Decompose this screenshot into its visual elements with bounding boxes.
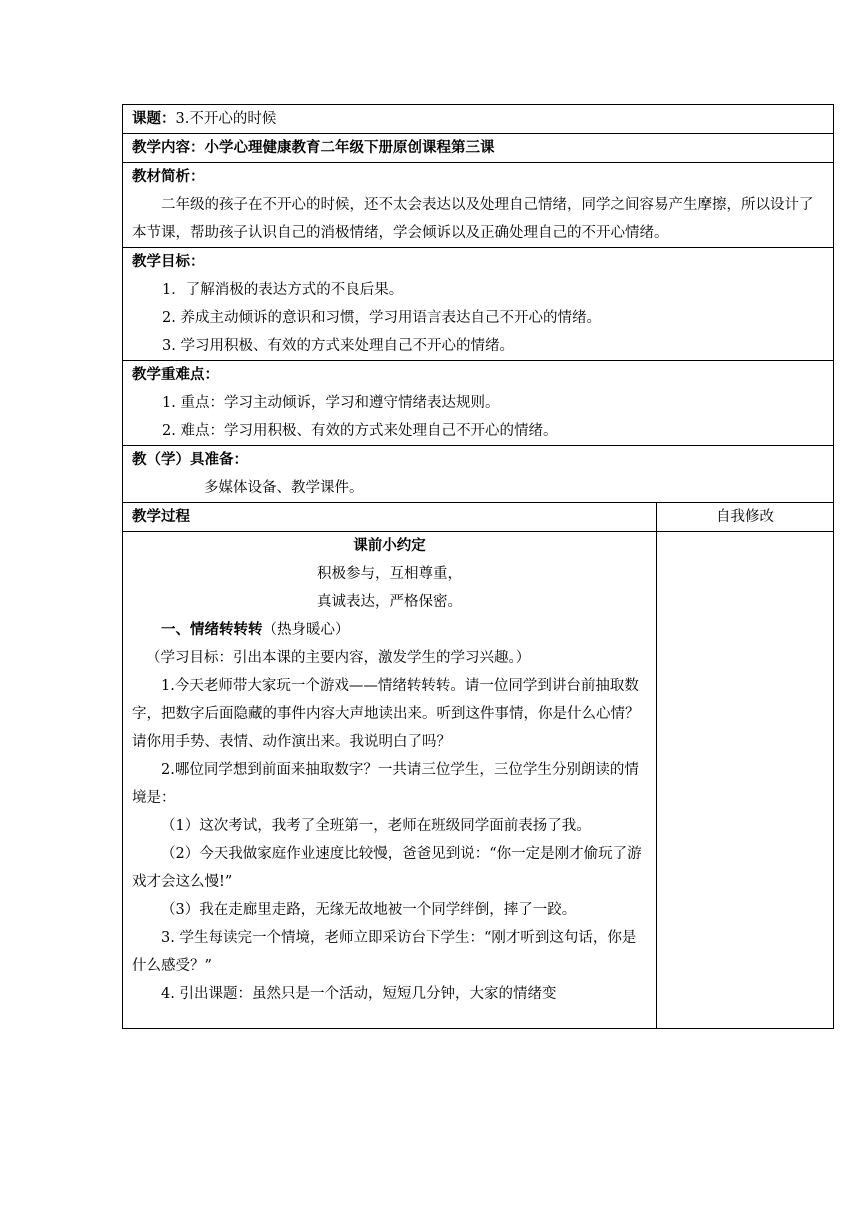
lesson-plan-sheet: [122, 104, 833, 1091]
keys-label: 教学重难点：: [132, 366, 219, 383]
goal-item: 1．了解消极的表达方式的不良后果。: [162, 282, 404, 298]
process-paragraph: 3. 学生每读完一个情境，老师立即采访台下学生：“刚才听到这句话，你是什么感受？”: [132, 930, 637, 974]
keys-row: [123, 361, 834, 446]
section-heading: [132, 616, 647, 644]
process-paragraph: （2）今天我做家庭作业速度比较慢，爸爸见到说：“你一定是刚才偷玩了游戏才会这么慢!”: [132, 846, 642, 890]
process-paragraph: （3）我在走廊里走路，无缘无故地被一个同学绊倒，摔了一跤。: [161, 902, 577, 918]
content-row: [123, 134, 834, 163]
goals-label: 教学目标：: [132, 253, 205, 270]
agreement-title: 课前小约定: [353, 537, 426, 554]
goal-line: （学习目标：引出本课的主要内容，激发学生的学习兴趣。）: [146, 650, 531, 666]
self-modify-column: [657, 532, 834, 1029]
goals-row: [123, 248, 834, 361]
key-item: 1. 重点：学习主动倾诉，学习和遵守情绪表达规则。: [162, 395, 500, 411]
title-row: [123, 105, 834, 134]
agreement-line: 积极参与，互相尊重，: [317, 566, 462, 582]
lesson-title: [123, 105, 834, 134]
section-title: 一、情绪转转转: [161, 621, 263, 638]
process-header: 教学过程: [123, 503, 657, 532]
process-paragraph: 4. 引出课题：虽然只是一个活动，短短几分钟，大家的情绪变: [161, 986, 557, 1002]
key-difficult-points: [123, 361, 834, 446]
teaching-goals: [123, 248, 834, 361]
modify-header: 自我修改: [657, 503, 834, 532]
material-text: 二年级的孩子在不开心的时候，还不太会表达以及处理自己情绪，同学之间容易产生摩擦，所以设计了本节课，帮助孩子认识自己的消极情绪，学会倾诉以及正确处理自己的不开心情绪。: [132, 197, 814, 241]
prep-text: 多媒体设备、教学课件。: [204, 480, 364, 496]
prep-row: [123, 446, 834, 503]
goal-item: 3. 学习用积极、有效的方式来处理自己不开心的情绪。: [162, 338, 514, 354]
title-text: 3.不开心的时候: [175, 111, 277, 127]
process-header-row: [123, 503, 834, 532]
teaching-aids: [123, 446, 834, 503]
material-analysis: [123, 163, 834, 248]
content-label: 教学内容：: [132, 139, 205, 156]
title-label: 课题：: [132, 110, 176, 127]
key-item: 2. 难点：学习用积极、有效的方式来处理自己不开心的情绪。: [162, 423, 558, 439]
content-text: 小学心理健康教育二年级下册原创课程第三课: [204, 139, 495, 156]
process-paragraph: 2.哪位同学想到前面来抽取数字？一共请三位学生，三位学生分别朗读的情境是：: [132, 762, 639, 806]
process-paragraph: （1）这次考试，我考了全班第一，老师在班级同学面前表扬了我。: [161, 818, 591, 834]
lesson-plan-table: [122, 104, 834, 1029]
material-row: [123, 163, 834, 248]
process-paragraph: 1.今天老师带大家玩一个游戏——情绪转转转。请一位同学到讲台前抽取数字，把数字后面隐藏的事件内容大声地读出来。听到这件事情，你是什么心情？请你用手势、表情、动作演出来。我说明白了吗？: [132, 678, 640, 750]
material-label: 教材简析：: [132, 168, 205, 185]
teaching-content: [123, 134, 834, 163]
section-subtitle: （热身暖心）: [262, 622, 350, 638]
prep-label: 教（学）具准备：: [132, 451, 248, 468]
goal-item: 2. 养成主动倾诉的意识和习惯，学习用语言表达自己不开心的情绪。: [162, 310, 601, 326]
teaching-process: [123, 532, 657, 1029]
agreement-line: 真诚表达，严格保密。: [317, 594, 462, 610]
process-row: [123, 532, 834, 1029]
